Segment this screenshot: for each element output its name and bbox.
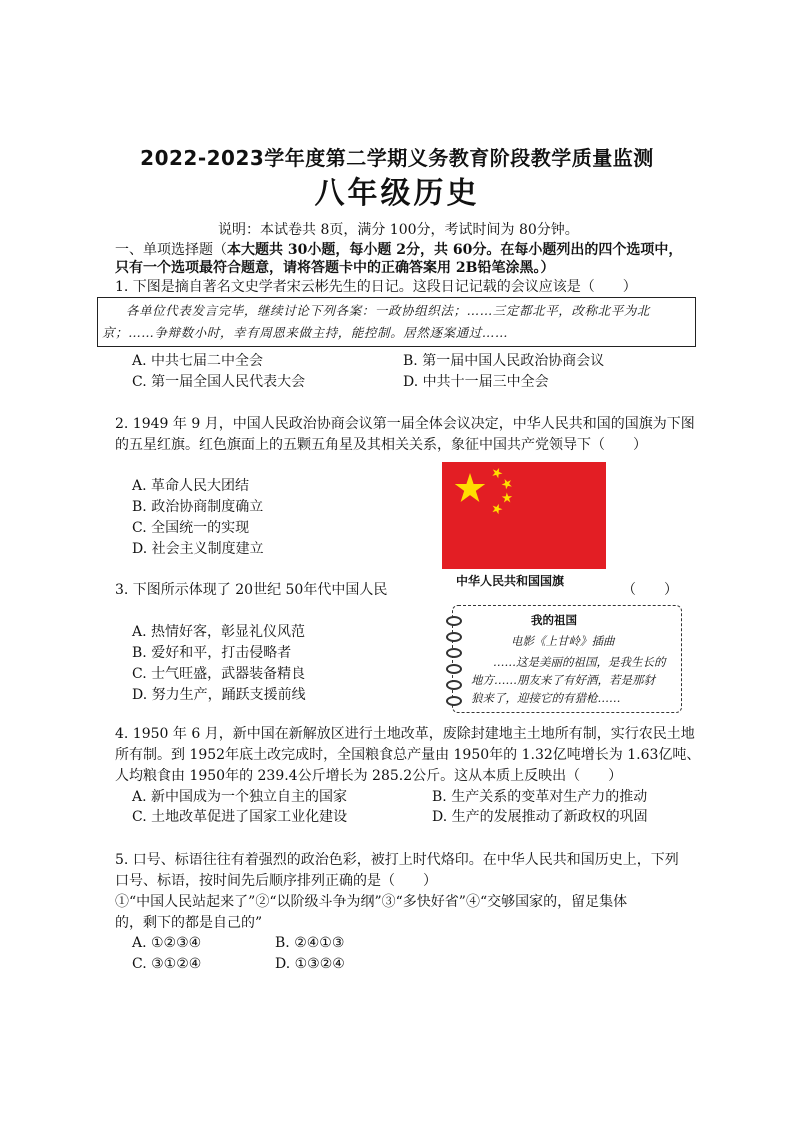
song-line1: ……这是美丽的祖国，是我生长的 [493, 655, 666, 669]
song-line2: 地方……朋友来了有好酒，若是那豺 [471, 673, 655, 687]
q5-option-c[interactable]: C. ③①②④ [132, 956, 202, 972]
exam-instructions: 说明：本试卷共 8页，满分 100分，考试时间为 80分钟。 [218, 222, 579, 238]
big-star-icon [455, 473, 485, 502]
q3-option-a[interactable]: A. 热情好客，彰显礼仪风范 [132, 624, 306, 640]
q5-option-a[interactable]: A. ①②③④ [132, 935, 202, 951]
flag-caption: 中华人民共和国国旗 [456, 574, 565, 588]
q5-stem-line1: 5. 口号、标语往往有着强烈的政治色彩，被打上时代烙印。在中华人民共和国历史上，下列 [115, 852, 679, 868]
q3-answer-paren: （ ） [622, 582, 678, 598]
q3-option-b[interactable]: B. 爱好和平，打击侵略者 [132, 645, 292, 661]
q5-option-d[interactable]: D. ①③②④ [275, 956, 345, 972]
flag-stars [442, 462, 606, 569]
q4-option-c[interactable]: C. 土地改革促进了国家工业化建设 [132, 809, 348, 825]
notebook-ring-icon [446, 664, 462, 674]
small-star-icon [500, 476, 514, 490]
chinese-flag-image [442, 462, 606, 569]
q3-option-c[interactable]: C. 士气旺盛，武器装备精良 [132, 666, 306, 682]
q1-option-b[interactable]: B. 第一届中国人民政治协商会议 [403, 353, 605, 369]
section-heading-line2b: 请将答题卡中的正确答案用 2B铅笔涂黑。） [283, 260, 555, 276]
song-lyrics-note [452, 605, 682, 713]
q4-option-b[interactable]: B. 生产关系的变革对生产力的推动 [432, 789, 648, 805]
notebook-ring-icon [446, 696, 462, 706]
song-line3: 狼来了，迎接它的有猎枪…… [471, 691, 621, 705]
q4-stem-line3: 人均粮食由 1950年的 239.4公斤增长为 285.2公斤。这从本质上反映出（ ） [115, 768, 623, 784]
notebook-ring-icon [446, 632, 462, 642]
q5-stem-line2: 口号、标语，按时间先后顺序排列正确的是（ ） [115, 873, 437, 889]
q1-option-d[interactable]: D. 中共十一届三中全会 [403, 374, 549, 390]
q5-option-b[interactable]: B. ②④①③ [275, 935, 345, 951]
section-heading-bold: 本大题共 30小题，每小题 2分，共 60分。在每小题列出的四个选项中， [227, 242, 683, 258]
q1-stem: 1. 下图是摘自著名文史学者宋云彬先生的日记。这段日记记载的会议应该是（ ） [115, 279, 637, 295]
notebook-ring-icon [446, 648, 462, 658]
q5-items-line2: 的，剩下的都是自己的” [115, 915, 263, 931]
small-star-icon [491, 502, 504, 515]
q1-quote-line2: 京；……争辩数小时，幸有周恩来做主持，能控制。居然逐案通过…… [102, 325, 509, 340]
section-heading-line2 [115, 258, 554, 278]
small-star-icon [501, 491, 514, 504]
q3-stem: 3. 下图所示体现了 20世纪 50年代中国人民 [115, 582, 388, 598]
q2-stem-line2: 的五星红旗。红色旗面上的五颗五角星及其相关关系，象征中国共产党领导下（ ） [115, 437, 647, 453]
small-star-icon [490, 466, 504, 479]
exam-title: 2022-2023学年度第二学期义务教育阶段教学质量监测 [140, 146, 654, 170]
q4-stem-line1: 4. 1950 年 6 月，新中国在新解放区进行土地改革，废除封建地主土地所有制，实行农民土地 [115, 726, 695, 742]
q4-option-d[interactable]: D. 生产的发展推动了新政权的巩固 [432, 809, 648, 825]
song-title: 我的祖国 [531, 613, 577, 627]
notebook-ring-icon [446, 680, 462, 690]
q1-quote-box [97, 297, 696, 347]
notebook-ring-icon [446, 616, 462, 626]
q2-option-d[interactable]: D. 社会主义制度建立 [132, 541, 264, 557]
q3-option-d[interactable]: D. 努力生产，踊跃支援前线 [132, 687, 306, 703]
q4-stem-line2: 所有制。到 1952年底土改完成时，全国粮食总产量由 1950年的 1.32亿吨增长为 1.63亿吨、 [115, 747, 701, 763]
q4-option-a[interactable]: A. 新中国成为一个独立自主的国家 [132, 789, 348, 805]
song-subtitle: 电影《上甘岭》插曲 [511, 634, 615, 648]
section-heading-label: 一、单项选择题（ [115, 242, 227, 258]
section-heading-line2a: 只有一个选项最符合题意， [115, 260, 283, 276]
q1-option-a[interactable]: A. 中共七届二中全会 [132, 353, 264, 369]
q2-option-a[interactable]: A. 革命人民大团结 [132, 478, 250, 494]
q2-option-b[interactable]: B. 政治协商制度确立 [132, 499, 264, 515]
q1-quote-line1: 各单位代表发言完毕，继续讨论下列各案：一政协组织法；……三定都北平，改称北平为北 [126, 303, 651, 318]
q2-option-c[interactable]: C. 全国统一的实现 [132, 520, 250, 536]
q5-items-line1: ①“中国人民站起来了”②“以阶级斗争为纲”③“多快好省”④“交够国家的，留足集体 [115, 894, 628, 910]
q1-option-c[interactable]: C. 第一届全国人民代表大会 [132, 374, 306, 390]
q2-stem-line1: 2. 1949 年 9 月，中国人民政治协商会议第一届全体会议决定，中华人民共和国的国旗为下图 [115, 416, 695, 432]
exam-subject: 八年级历史 [314, 176, 480, 211]
section-heading [115, 240, 682, 260]
